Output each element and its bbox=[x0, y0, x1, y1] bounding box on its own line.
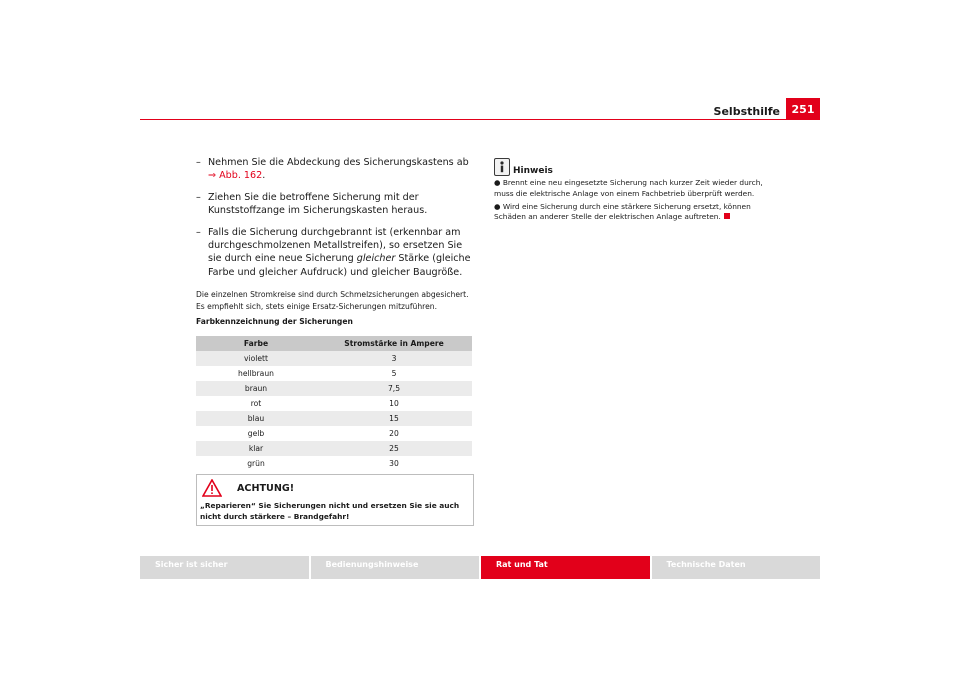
left-column bbox=[196, 156, 472, 471]
info-icon bbox=[494, 158, 510, 176]
step-item bbox=[196, 191, 472, 218]
table-row bbox=[196, 366, 472, 381]
step-text: Nehmen Sie die Abdeckung des Sicherungskastens ab bbox=[208, 157, 469, 168]
note-bullets bbox=[494, 178, 769, 225]
warning-title: ACHTUNG! bbox=[237, 483, 295, 494]
fuse-color-table bbox=[196, 336, 472, 471]
bullet-text: Wird eine Sicherung durch eine stärkere Sicherung ersetzt, können Schäden an anderer Stelle der elektrischen Anlage auftreten. bbox=[494, 201, 751, 222]
tab-technische-daten[interactable]: Technische Daten bbox=[652, 556, 821, 579]
footer-nav bbox=[140, 556, 820, 579]
step-item bbox=[196, 226, 472, 280]
step-dash: – bbox=[196, 191, 201, 203]
table-caption: Farbkennzeichnung der Sicherungen bbox=[196, 317, 353, 327]
step-text-end: . bbox=[262, 170, 266, 182]
cell-amperage: 30 bbox=[316, 456, 472, 471]
cell-amperage: 25 bbox=[316, 441, 472, 456]
step-emphasis: gleicher bbox=[356, 253, 396, 265]
cell-amperage: 5 bbox=[316, 366, 472, 381]
cell-color: violett bbox=[196, 351, 316, 366]
list-item: ● Wird eine Sicherung durch eine stärkere Sicherung ersetzt, können Schäden an anderer Stelle der elektrischen Anlage auftreten. bbox=[494, 201, 751, 222]
cell-color: hellbraun bbox=[196, 366, 316, 381]
cell-color: grün bbox=[196, 456, 316, 471]
step-text: Falls die Sicherung durchgebrannt ist (erkennbar am durchgeschmolzenen Metallstreifen), so ersetzen Sie sie durch eine neue Sicherung bbox=[208, 226, 463, 265]
column-header-amperage: Stromstärke in Ampere bbox=[316, 336, 472, 351]
table-row bbox=[196, 456, 472, 471]
figure-link[interactable]: ⇒ Abb. 162 bbox=[208, 170, 263, 182]
warning-triangle-icon bbox=[202, 479, 222, 497]
section-title: Selbsthilfe bbox=[713, 105, 780, 118]
cell-color: klar bbox=[196, 441, 316, 456]
step-text-end: Stärke (gleiche Farbe und gleicher Aufdruck) und gleicher Baugröße. bbox=[208, 253, 471, 278]
cell-color: braun bbox=[196, 381, 316, 396]
cell-amperage: 10 bbox=[316, 396, 472, 411]
step-dash: – bbox=[196, 157, 201, 168]
table-row bbox=[196, 381, 472, 396]
cell-color: gelb bbox=[196, 426, 316, 441]
cell-amperage: 20 bbox=[316, 426, 472, 441]
intro-paragraph: Die einzelnen Stromkreise sind durch Schmelzsicherungen abgesichert. Es empfiehlt sich, stets einige Ersatz-Sicherungen mitzuführen. bbox=[196, 290, 469, 311]
step-text: Ziehen Sie die betroffene Sicherung mit der Kunststoffzange im Sicherungskasten heraus. bbox=[208, 191, 428, 217]
tab-sicher-ist-sicher[interactable]: Sicher ist sicher bbox=[140, 556, 309, 579]
tab-rat-und-tat[interactable]: Rat und Tat bbox=[481, 556, 650, 579]
cell-amperage: 7,5 bbox=[316, 381, 472, 396]
cell-amperage: 3 bbox=[316, 351, 472, 366]
table-header-row bbox=[196, 336, 472, 351]
table-row bbox=[196, 411, 472, 426]
table-row bbox=[196, 426, 472, 441]
table-row bbox=[196, 396, 472, 411]
end-of-section-marker bbox=[724, 213, 730, 219]
warning-box bbox=[196, 474, 474, 526]
cell-color: rot bbox=[196, 396, 316, 411]
step-item bbox=[196, 156, 472, 183]
warning-text: „Reparieren“ Sie Sicherungen nicht und ersetzen Sie sie auch nicht durch stärkere – Brandgefahr! bbox=[200, 501, 460, 521]
step-dash: – bbox=[196, 226, 201, 238]
cell-amperage: 15 bbox=[316, 411, 472, 426]
header-rule bbox=[140, 119, 820, 120]
table-row bbox=[196, 351, 472, 366]
list-item: ● Brennt eine neu eingesetzte Sicherung nach kurzer Zeit wieder durch, muss die elektrische Anlage von einem Fachbetrieb überprüft werden. bbox=[494, 178, 763, 198]
cell-color: blau bbox=[196, 411, 316, 426]
note-title: Hinweis bbox=[513, 166, 553, 176]
tab-bedienungshinweise[interactable]: Bedienungshinweise bbox=[311, 556, 480, 579]
bullet-text: Brennt eine neu eingesetzte Sicherung nach kurzer Zeit wieder durch, muss die elektrische Anlage von einem Fachbetrieb überprüft werden. bbox=[494, 178, 763, 198]
page-number: 251 bbox=[786, 98, 820, 120]
table-row bbox=[196, 441, 472, 456]
column-header-color: Farbe bbox=[196, 336, 316, 351]
